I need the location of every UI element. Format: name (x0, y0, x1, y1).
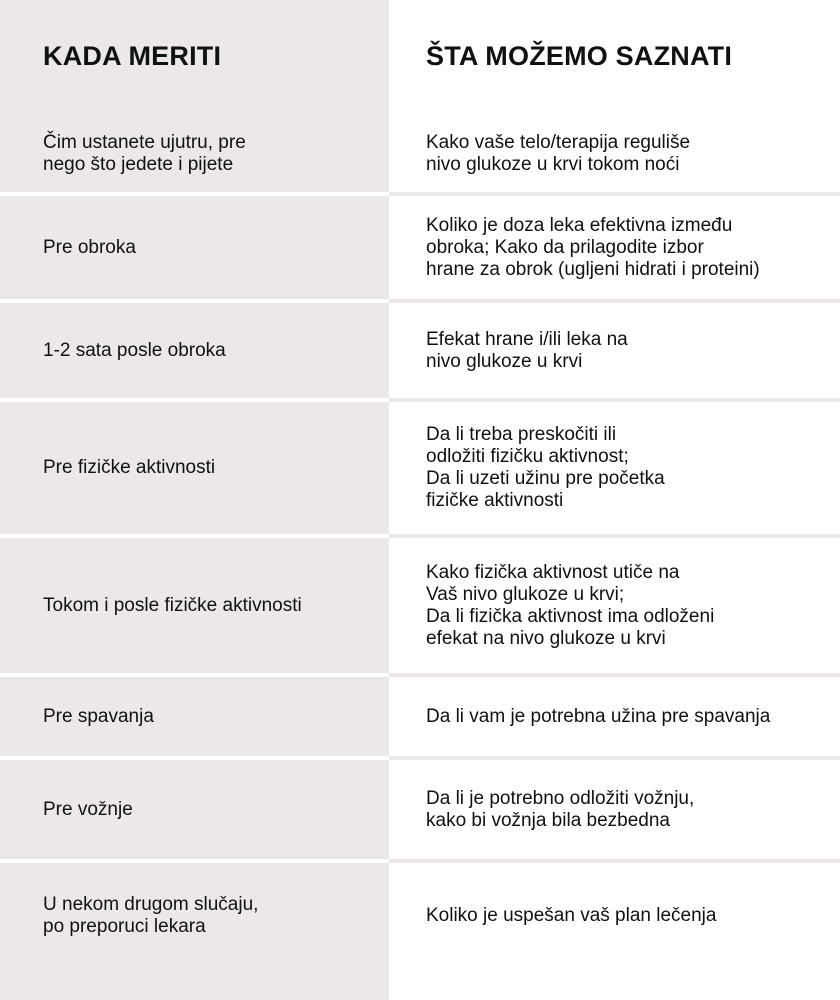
table-row (0, 677, 840, 756)
table-row (0, 538, 840, 673)
when-cell: 1-2 sata posle obroka (43, 339, 226, 361)
learn-cell: Da li je potrebno odložiti vožnju, kako bi vožnja bila bezbedna (426, 787, 695, 831)
when-cell: Pre vožnje (43, 798, 133, 820)
learn-cell: Da li treba preskočiti ili odložiti fizičku aktivnost; Da li uzeti užinu pre početka fizičke aktivnosti (426, 424, 665, 511)
when-cell: Pre obroka (43, 236, 136, 258)
learn-cell: Kako vaše telo/terapija reguliše nivo glukoze u krvi tokom noći (426, 132, 691, 175)
when-cell: Čim ustanete ujutru, pre nego što jedete i pijete (43, 132, 246, 175)
learn-cell: Koliko je uspešan vaš plan lečenja (426, 905, 717, 926)
table-row (0, 863, 840, 969)
learn-cell: Koliko je doza leka efektivna između obroka; Kako da prilagodite izbor hrane za obrok (ugljeni hidrati i proteini) (426, 214, 760, 280)
table-row (0, 402, 840, 534)
when-cell: U nekom drugom slučaju, po preporuci lekara (43, 894, 259, 937)
table-row (0, 760, 840, 859)
header-what-we-learn: ŠTA MOŽEMO SAZNATI (426, 41, 733, 71)
when-cell: Tokom i posle fizičke aktivnosti (43, 594, 302, 616)
table-row (0, 196, 840, 299)
learn-cell: Efekat hrane i/ili leka na nivo glukoze u krvi (426, 328, 628, 372)
table-header (0, 0, 840, 116)
table-row (0, 303, 840, 398)
learn-cell: Da li vam je potrebna užina pre spavanja (426, 705, 771, 727)
when-cell: Pre spavanja (43, 705, 154, 727)
table-row (0, 116, 840, 192)
header-when-to-measure: KADA MERITI (43, 41, 222, 71)
when-cell: Pre fizičke aktivnosti (43, 457, 216, 478)
learn-cell: Kako fizička aktivnost utiče na Vaš nivo glukoze u krvi; Da li fizička aktivnost ima odloženi efekat na nivo glukoze u krvi (426, 561, 715, 649)
